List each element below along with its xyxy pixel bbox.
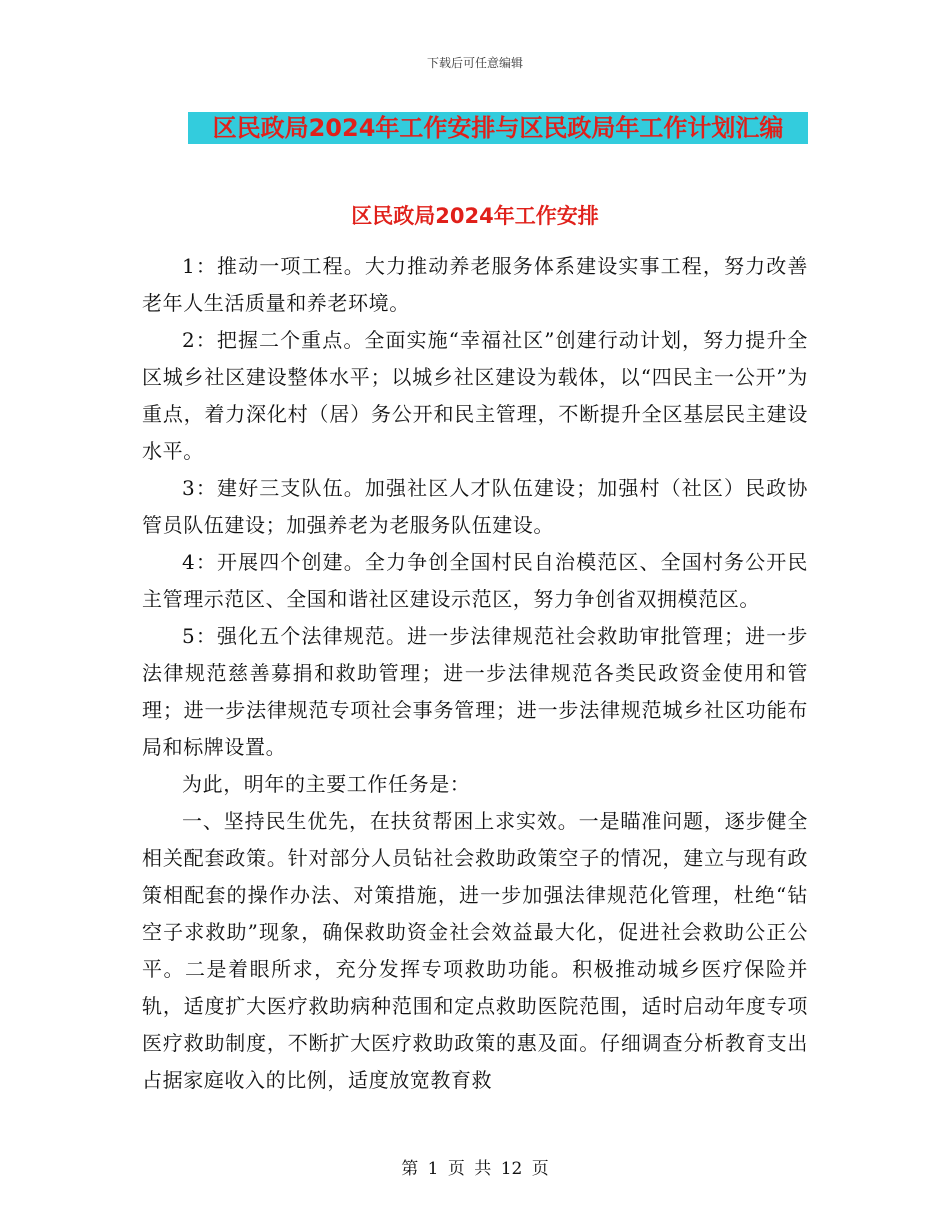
document-main-title: 区民政局2024年工作安排与区民政局年工作计划汇编 [212, 114, 784, 142]
paragraph: 4：开展四个创建。全力争创全国村民自治模范区、全国村务公开民主管理示范区、全国和谐社区建设示范区，努力争创省双拥模范区。 [142, 550, 808, 611]
paragraph: 3：建好三支队伍。加强社区人才队伍建设；加强村（社区）民政协管员队伍建设；加强养老为老服务队伍建设。 [142, 476, 808, 537]
paragraph: 5：强化五个法律规范。进一步法律规范社会救助审批管理；进一步法律规范慈善募捐和救助管理；进一步法律规范各类民政资金使用和管理；进一步法律规范专项社会事务管理；进一步法律规范城乡社区功能布局和标牌设置。 [142, 624, 808, 759]
header-note: 下载后可任意编辑 [426, 56, 523, 70]
document-body [142, 248, 808, 1099]
paragraph: 为此，明年的主要工作任务是： [182, 772, 471, 796]
paragraph: 1：推动一项工程。大力推动养老服务体系建设实事工程，努力改善老年人生活质量和养老环境。 [142, 254, 808, 315]
page-footer: 第 1 页 共 12 页 [401, 1159, 549, 1179]
section-title: 区民政局2024年工作安排 [351, 204, 599, 228]
paragraph: 一、坚持民生优先，在扶贫帮困上求实效。一是瞄准问题，逐步健全相关配套政策。针对部分人员钻社会救助政策空子的情况，建立与现有政策相配套的操作办法、对策措施，进一步加强法律规范化管理，杜绝“钻空子求救助”现象，确保救助资金社会效益最大化，促进社会救助公正公平。二是着眼所求，充分发挥专项救助功能。积极推动城乡医疗保险并轨，适度扩大医疗救助病种范围和定点救助医院范围，适时启动年度专项医疗救助制度，不断扩大医疗救助政策的惠及面。仔细调查分析教育支出占据家庭收入的比例，适度放宽教育救 [142, 809, 808, 1092]
paragraph: 2：把握二个重点。全面实施“幸福社区”创建行动计划，努力提升全区城乡社区建设整体水平；以城乡社区建设为载体，以“四民主一公开”为重点，着力深化村（居）务公开和民主管理，不断提升全区基层民主建设水平。 [142, 328, 808, 463]
